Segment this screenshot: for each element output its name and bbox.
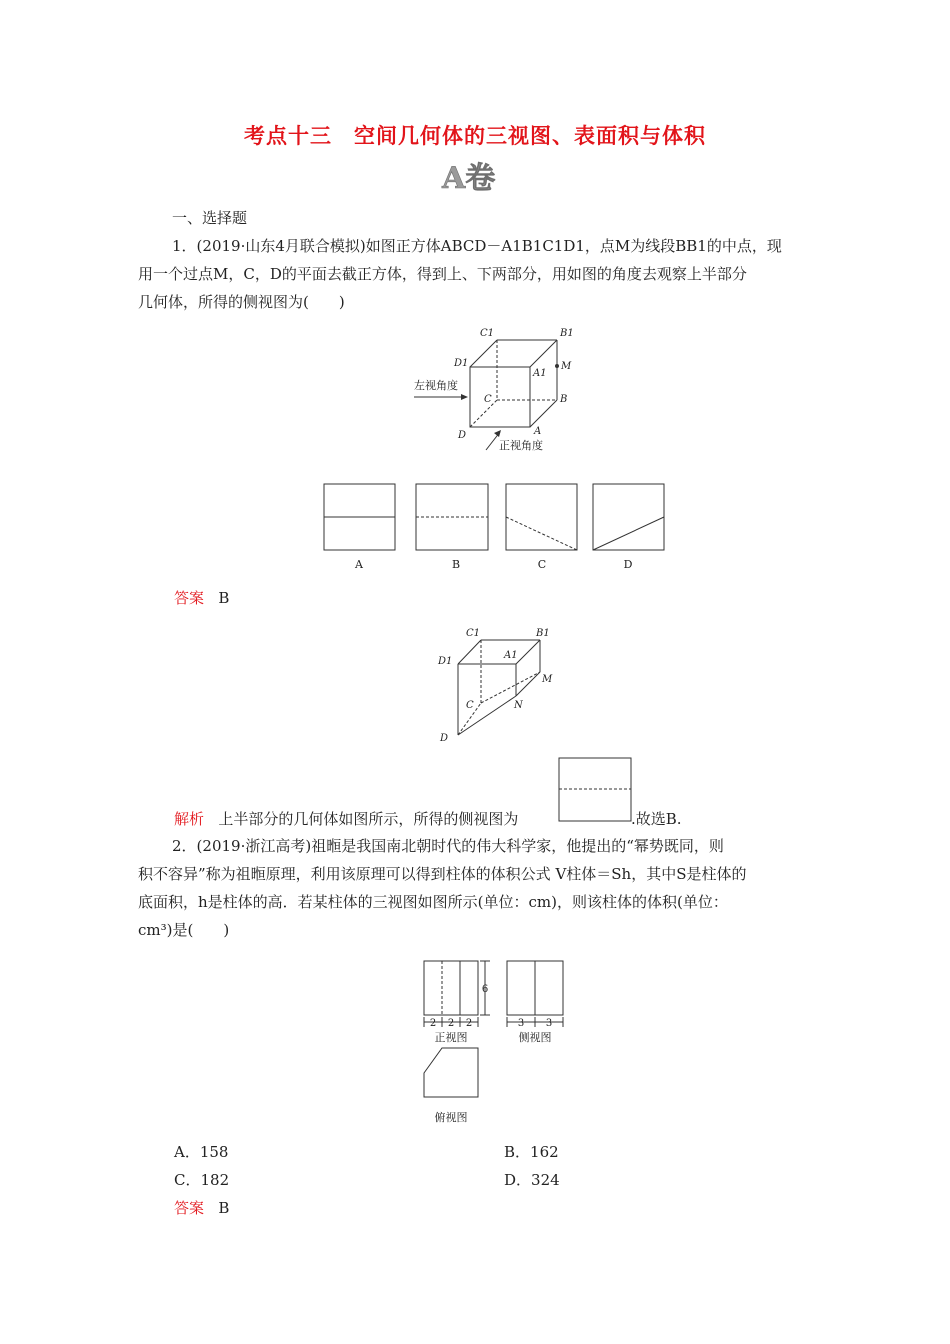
q2-three-view-figure <box>410 955 580 1130</box>
side-dim-1: 3 <box>517 1018 525 1029</box>
q1-analysis-figure <box>430 620 570 745</box>
q1-analysis <box>174 805 518 833</box>
label-a1: A1 <box>533 368 547 379</box>
q2-answer <box>174 1194 854 1222</box>
label-c1: C1 <box>480 328 495 339</box>
q1-analysis-end: .故选B. <box>631 810 682 828</box>
q1-analysis-label: 解析 <box>174 810 205 828</box>
a-label-a1: A1 <box>504 650 518 661</box>
q1-line3: 几何体，所得的侧视图为( ) <box>138 293 345 311</box>
section-heading: 一、选择题 <box>172 209 248 227</box>
q2-option-d: D．324 <box>504 1171 560 1189</box>
q1-analysis-text: 上半部分的几何体如图所示，所得的侧视图为 <box>218 810 519 828</box>
front-dim-1: 2 <box>429 1018 437 1029</box>
volume-label: A卷 <box>442 161 496 194</box>
q2-option-c: C．182 <box>174 1171 230 1189</box>
label-d: D <box>458 430 467 441</box>
q2-answer-label: 答案 <box>174 1199 205 1217</box>
front-view-label: 正视角度 <box>499 439 543 452</box>
q2-line4: cm³)是( ) <box>138 921 230 939</box>
a-label-d1: D1 <box>438 656 453 667</box>
front-view-caption: 正视图 <box>434 1031 468 1044</box>
left-view-label: 左视角度 <box>414 379 458 392</box>
q2-line2: 积不容异”称为祖暅原理，利用该原理可以得到柱体的体积公式 V柱体＝Sh，其中S是柱体的 <box>138 865 747 883</box>
a-label-b1: B1 <box>536 628 550 639</box>
q2-line3: 底面积，h是柱体的高．若某柱体的三视图如图所示(单位：cm)，则该柱体的体积(单位： <box>138 893 728 911</box>
q2-answer-value: B <box>218 1199 230 1217</box>
volume-badge <box>440 160 530 194</box>
q1-option-d: D <box>623 558 633 571</box>
top-view-caption: 俯视图 <box>434 1111 468 1124</box>
a-label-n: N <box>514 700 523 711</box>
a-label-m: M <box>542 674 553 685</box>
height-dim: 6 <box>481 984 489 995</box>
q1-analysis-sideview <box>558 757 634 823</box>
q1-answer-label: 答案 <box>174 589 205 607</box>
q2-line1: 2．(2019·浙江高考)祖暅是我国南北朝时代的伟大科学家，他提出的“幂势既同，则 <box>172 837 724 855</box>
a-label-c: C <box>466 700 474 711</box>
front-dim-2: 2 <box>447 1018 455 1029</box>
a-label-c1: C1 <box>466 628 481 639</box>
q1-options-figure <box>320 480 670 555</box>
q1-option-c: C <box>537 558 547 571</box>
side-dim-2: 3 <box>545 1018 553 1029</box>
q2-option-b: B．162 <box>504 1143 559 1161</box>
front-dim-3: 2 <box>465 1018 473 1029</box>
q2-option-a: A．158 <box>174 1143 229 1161</box>
side-view-caption: 侧视图 <box>518 1031 552 1044</box>
label-b: B <box>560 394 568 405</box>
page-title: 考点十三 空间几何体的三视图、表面积与体积 <box>244 124 706 148</box>
label-d1: D1 <box>454 358 469 369</box>
q1-answer <box>174 584 854 612</box>
q1-cube-figure <box>400 320 590 460</box>
label-c: C <box>484 394 492 405</box>
label-m: M <box>561 361 572 372</box>
q1-line2: 用一个过点M，C，D的平面去截正方体，得到上、下两部分，用如图的角度去观察上半部分 <box>138 265 747 283</box>
label-a: A <box>534 426 542 437</box>
q1-answer-value: B <box>218 589 230 607</box>
q1-option-b: B <box>451 558 461 571</box>
q1-option-a: A <box>355 558 363 571</box>
label-b1: B1 <box>560 328 574 339</box>
q1-line1: 1．(2019·山东4月联合模拟)如图正方体ABCD－A1B1C1D1，点M为线段BB1的中点，现 <box>172 237 782 255</box>
a-label-d: D <box>440 733 449 744</box>
